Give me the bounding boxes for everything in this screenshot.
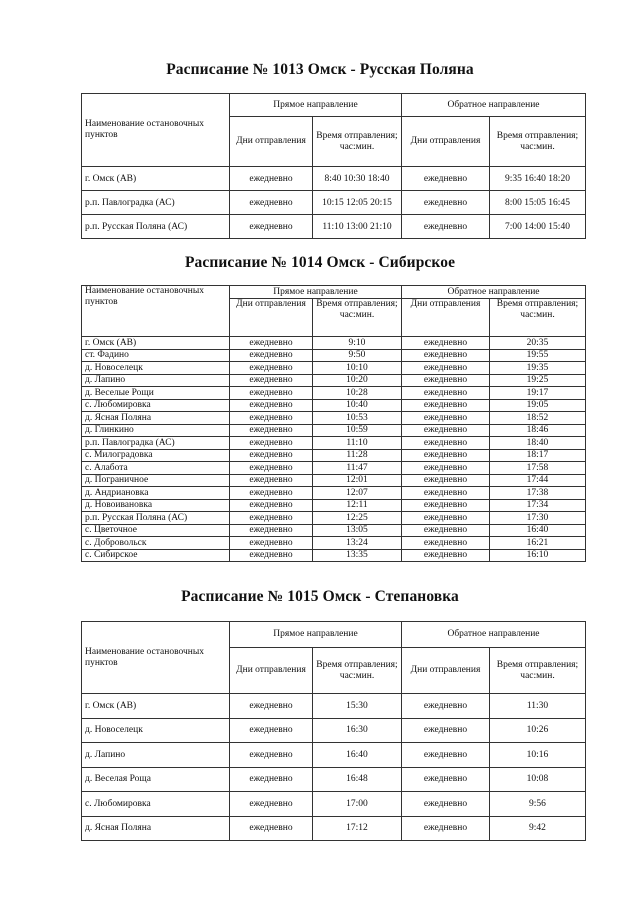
backward-days-cell: ежедневно xyxy=(402,387,490,400)
forward-time-cell: 10:40 xyxy=(313,399,402,412)
table-row xyxy=(82,387,586,400)
header-forward-days: Дни отправления xyxy=(230,117,313,167)
table-row xyxy=(82,524,586,537)
forward-days-cell: ежедневно xyxy=(230,399,313,412)
backward-time-cell: 17:30 xyxy=(490,512,586,525)
stop-name-cell: р.п. Павлоградка (АС) xyxy=(82,191,230,215)
forward-time-cell: 12:01 xyxy=(313,474,402,487)
table-row xyxy=(82,743,586,768)
backward-days-cell: ежедневно xyxy=(402,215,490,239)
backward-time-cell: 19:05 xyxy=(490,399,586,412)
forward-days-cell: ежедневно xyxy=(230,694,313,719)
forward-time-cell: 12:11 xyxy=(313,499,402,512)
stop-name-cell: г. Омск (АВ) xyxy=(82,167,230,191)
stop-name-cell: с. Алабота xyxy=(82,462,230,475)
backward-time-cell: 8:00 15:05 16:45 xyxy=(490,191,586,215)
backward-days-cell: ежедневно xyxy=(402,167,490,191)
stop-name-cell: р.п. Павлоградка (АС) xyxy=(82,437,230,450)
forward-days-cell: ежедневно xyxy=(230,792,313,817)
forward-days-cell: ежедневно xyxy=(230,412,313,425)
forward-time-cell: 16:40 xyxy=(313,743,402,768)
forward-time-cell: 11:10 13:00 21:10 xyxy=(313,215,402,239)
backward-time-cell: 9:56 xyxy=(490,792,586,817)
forward-time-cell: 13:05 xyxy=(313,524,402,537)
forward-time-cell: 15:30 xyxy=(313,694,402,719)
backward-time-cell: 9:42 xyxy=(490,816,586,841)
stop-name-cell: г. Омск (АВ) xyxy=(82,337,230,350)
forward-time-cell: 9:50 xyxy=(313,349,402,362)
stop-name-cell: д. Веселые Рощи xyxy=(82,387,230,400)
backward-days-cell: ежедневно xyxy=(402,374,490,387)
forward-days-cell: ежедневно xyxy=(230,462,313,475)
forward-days-cell: ежедневно xyxy=(230,437,313,450)
backward-days-cell: ежедневно xyxy=(402,399,490,412)
forward-time-cell: 11:28 xyxy=(313,449,402,462)
backward-time-cell: 17:58 xyxy=(490,462,586,475)
stop-name-cell: с. Милоградовка xyxy=(82,449,230,462)
stop-name-cell: с. Любомировка xyxy=(82,399,230,412)
backward-time-cell: 18:52 xyxy=(490,412,586,425)
forward-days-cell: ежедневно xyxy=(230,374,313,387)
forward-time-cell: 8:40 10:30 18:40 xyxy=(313,167,402,191)
backward-days-cell: ежедневно xyxy=(402,537,490,550)
table-row xyxy=(82,462,586,475)
forward-time-cell: 10:28 xyxy=(313,387,402,400)
backward-time-cell: 19:17 xyxy=(490,387,586,400)
header-forward: Прямое направление xyxy=(230,286,402,299)
backward-time-cell: 10:08 xyxy=(490,767,586,792)
stop-name-cell: д. Глинкино xyxy=(82,424,230,437)
table-row xyxy=(82,792,586,817)
table-row xyxy=(82,412,586,425)
header-stop-name: Наименование остановочных пунктов xyxy=(82,286,230,337)
forward-days-cell: ежедневно xyxy=(230,718,313,743)
schedule-title: Расписание № 1013 Омск - Русская Поляна xyxy=(166,61,474,78)
forward-days-cell: ежедневно xyxy=(230,474,313,487)
table-row xyxy=(82,718,586,743)
stop-name-cell: с. Любомировка xyxy=(82,792,230,817)
backward-days-cell: ежедневно xyxy=(402,792,490,817)
stop-name-cell: д. Новоивановка xyxy=(82,499,230,512)
backward-days-cell: ежедневно xyxy=(402,362,490,375)
table-row xyxy=(82,816,586,841)
forward-time-cell: 10:10 xyxy=(313,362,402,375)
backward-days-cell: ежедневно xyxy=(402,512,490,525)
backward-time-cell: 19:25 xyxy=(490,374,586,387)
header-backward-time: Время отправления; час:мин. xyxy=(490,117,586,167)
forward-time-cell: 10:53 xyxy=(313,412,402,425)
backward-time-cell: 20:35 xyxy=(490,337,586,350)
forward-days-cell: ежедневно xyxy=(230,743,313,768)
forward-time-cell: 13:24 xyxy=(313,537,402,550)
forward-days-cell: ежедневно xyxy=(230,537,313,550)
header-forward-time: Время отправления; час:мин. xyxy=(313,299,402,337)
stop-name-cell: д. Ясная Поляна xyxy=(82,816,230,841)
header-forward-time: Время отправления; час:мин. xyxy=(313,117,402,167)
table-row xyxy=(82,349,586,362)
table-row xyxy=(82,487,586,500)
stop-name-cell: с. Добровольск xyxy=(82,537,230,550)
forward-days-cell: ежедневно xyxy=(230,337,313,350)
backward-days-cell: ежедневно xyxy=(402,437,490,450)
header-backward-time: Время отправления; час:мин. xyxy=(490,299,586,337)
table-row xyxy=(82,424,586,437)
stop-name-cell: р.п. Русская Поляна (АС) xyxy=(82,215,230,239)
backward-time-cell: 19:35 xyxy=(490,362,586,375)
forward-days-cell: ежедневно xyxy=(230,512,313,525)
forward-days-cell: ежедневно xyxy=(230,549,313,562)
header-forward-days: Дни отправления xyxy=(230,299,313,337)
table-row xyxy=(82,549,586,562)
table-row xyxy=(82,362,586,375)
forward-time-cell: 13:35 xyxy=(313,549,402,562)
stop-name-cell: р.п. Русская Поляна (АС) xyxy=(82,512,230,525)
schedule-table xyxy=(81,285,586,562)
backward-days-cell: ежедневно xyxy=(402,412,490,425)
backward-time-cell: 17:44 xyxy=(490,474,586,487)
backward-time-cell: 16:40 xyxy=(490,524,586,537)
forward-days-cell: ежедневно xyxy=(230,767,313,792)
table-row xyxy=(82,374,586,387)
backward-time-cell: 18:40 xyxy=(490,437,586,450)
stop-name-cell: с. Сибирское xyxy=(82,549,230,562)
stop-name-cell: ст. Фадино xyxy=(82,349,230,362)
backward-days-cell: ежедневно xyxy=(402,524,490,537)
stop-name-cell: д. Лапино xyxy=(82,374,230,387)
forward-days-cell: ежедневно xyxy=(230,191,313,215)
backward-time-cell: 19:55 xyxy=(490,349,586,362)
backward-time-cell: 17:34 xyxy=(490,499,586,512)
table-row xyxy=(82,191,586,215)
backward-time-cell: 16:21 xyxy=(490,537,586,550)
forward-days-cell: ежедневно xyxy=(230,487,313,500)
forward-time-cell: 11:47 xyxy=(313,462,402,475)
forward-time-cell: 9:10 xyxy=(313,337,402,350)
forward-days-cell: ежедневно xyxy=(230,167,313,191)
backward-days-cell: ежедневно xyxy=(402,449,490,462)
backward-days-cell: ежедневно xyxy=(402,549,490,562)
table-row xyxy=(82,512,586,525)
schedule-title: Расписание № 1014 Омск - Сибирское xyxy=(184,254,456,271)
forward-time-cell: 17:12 xyxy=(313,816,402,841)
forward-days-cell: ежедневно xyxy=(230,387,313,400)
forward-days-cell: ежедневно xyxy=(230,499,313,512)
header-backward: Обратное направление xyxy=(402,286,586,299)
header-backward-time: Время отправления; час:мин. xyxy=(490,648,586,694)
header-forward-time: Время отправления; час:мин. xyxy=(313,648,402,694)
forward-days-cell: ежедневно xyxy=(230,349,313,362)
stop-name-cell: д. Ясная Поляна xyxy=(82,412,230,425)
table-row xyxy=(82,337,586,350)
forward-time-cell: 10:59 xyxy=(313,424,402,437)
forward-time-cell: 10:20 xyxy=(313,374,402,387)
schedule-table xyxy=(81,621,586,841)
header-backward-days: Дни отправления xyxy=(402,299,490,337)
backward-days-cell: ежедневно xyxy=(402,337,490,350)
backward-time-cell: 9:35 16:40 18:20 xyxy=(490,167,586,191)
forward-days-cell: ежедневно xyxy=(230,449,313,462)
stop-name-cell: д. Андриановка xyxy=(82,487,230,500)
schedule-table xyxy=(81,93,586,239)
backward-days-cell: ежедневно xyxy=(402,718,490,743)
schedule-title: Расписание № 1015 Омск - Степановка xyxy=(181,588,459,605)
forward-time-cell: 16:48 xyxy=(313,767,402,792)
stop-name-cell: д. Новоселецк xyxy=(82,718,230,743)
stop-name-cell: г. Омск (АВ) xyxy=(82,694,230,719)
backward-days-cell: ежедневно xyxy=(402,424,490,437)
header-forward-days: Дни отправления xyxy=(230,648,313,694)
table-row xyxy=(82,537,586,550)
table-row xyxy=(82,694,586,719)
forward-days-cell: ежедневно xyxy=(230,215,313,239)
backward-time-cell: 18:46 xyxy=(490,424,586,437)
table-row xyxy=(82,215,586,239)
header-backward-days: Дни отправления xyxy=(402,117,490,167)
backward-days-cell: ежедневно xyxy=(402,349,490,362)
header-forward: Прямое направление xyxy=(230,94,402,117)
header-backward: Обратное направление xyxy=(402,94,586,117)
table-row xyxy=(82,474,586,487)
table-row xyxy=(82,767,586,792)
stop-name-cell: д. Пограничное xyxy=(82,474,230,487)
forward-time-cell: 12:25 xyxy=(313,512,402,525)
backward-time-cell: 18:17 xyxy=(490,449,586,462)
table-row xyxy=(82,399,586,412)
backward-time-cell: 16:10 xyxy=(490,549,586,562)
stop-name-cell: с. Цветочное xyxy=(82,524,230,537)
forward-days-cell: ежедневно xyxy=(230,424,313,437)
stop-name-cell: д. Лапино xyxy=(82,743,230,768)
backward-days-cell: ежедневно xyxy=(402,462,490,475)
backward-days-cell: ежедневно xyxy=(402,191,490,215)
header-backward-days: Дни отправления xyxy=(402,648,490,694)
backward-time-cell: 10:26 xyxy=(490,718,586,743)
backward-time-cell: 17:38 xyxy=(490,487,586,500)
table-row xyxy=(82,437,586,450)
table-row xyxy=(82,167,586,191)
forward-time-cell: 11:10 xyxy=(313,437,402,450)
forward-days-cell: ежедневно xyxy=(230,362,313,375)
forward-time-cell: 12:07 xyxy=(313,487,402,500)
backward-days-cell: ежедневно xyxy=(402,474,490,487)
backward-days-cell: ежедневно xyxy=(402,694,490,719)
forward-days-cell: ежедневно xyxy=(230,816,313,841)
stop-name-cell: д. Новоселецк xyxy=(82,362,230,375)
header-stop-name: Наименование остановочных пунктов xyxy=(82,622,230,694)
backward-days-cell: ежедневно xyxy=(402,499,490,512)
backward-time-cell: 10:16 xyxy=(490,743,586,768)
backward-days-cell: ежедневно xyxy=(402,743,490,768)
backward-days-cell: ежедневно xyxy=(402,767,490,792)
header-backward: Обратное направление xyxy=(402,622,586,648)
forward-time-cell: 10:15 12:05 20:15 xyxy=(313,191,402,215)
table-row xyxy=(82,499,586,512)
forward-time-cell: 16:30 xyxy=(313,718,402,743)
backward-time-cell: 7:00 14:00 15:40 xyxy=(490,215,586,239)
stop-name-cell: д. Веселая Роща xyxy=(82,767,230,792)
backward-time-cell: 11:30 xyxy=(490,694,586,719)
forward-days-cell: ежедневно xyxy=(230,524,313,537)
header-forward: Прямое направление xyxy=(230,622,402,648)
forward-time-cell: 17:00 xyxy=(313,792,402,817)
backward-days-cell: ежедневно xyxy=(402,816,490,841)
table-row xyxy=(82,449,586,462)
backward-days-cell: ежедневно xyxy=(402,487,490,500)
header-stop-name: Наименование остановочных пунктов xyxy=(82,94,230,167)
